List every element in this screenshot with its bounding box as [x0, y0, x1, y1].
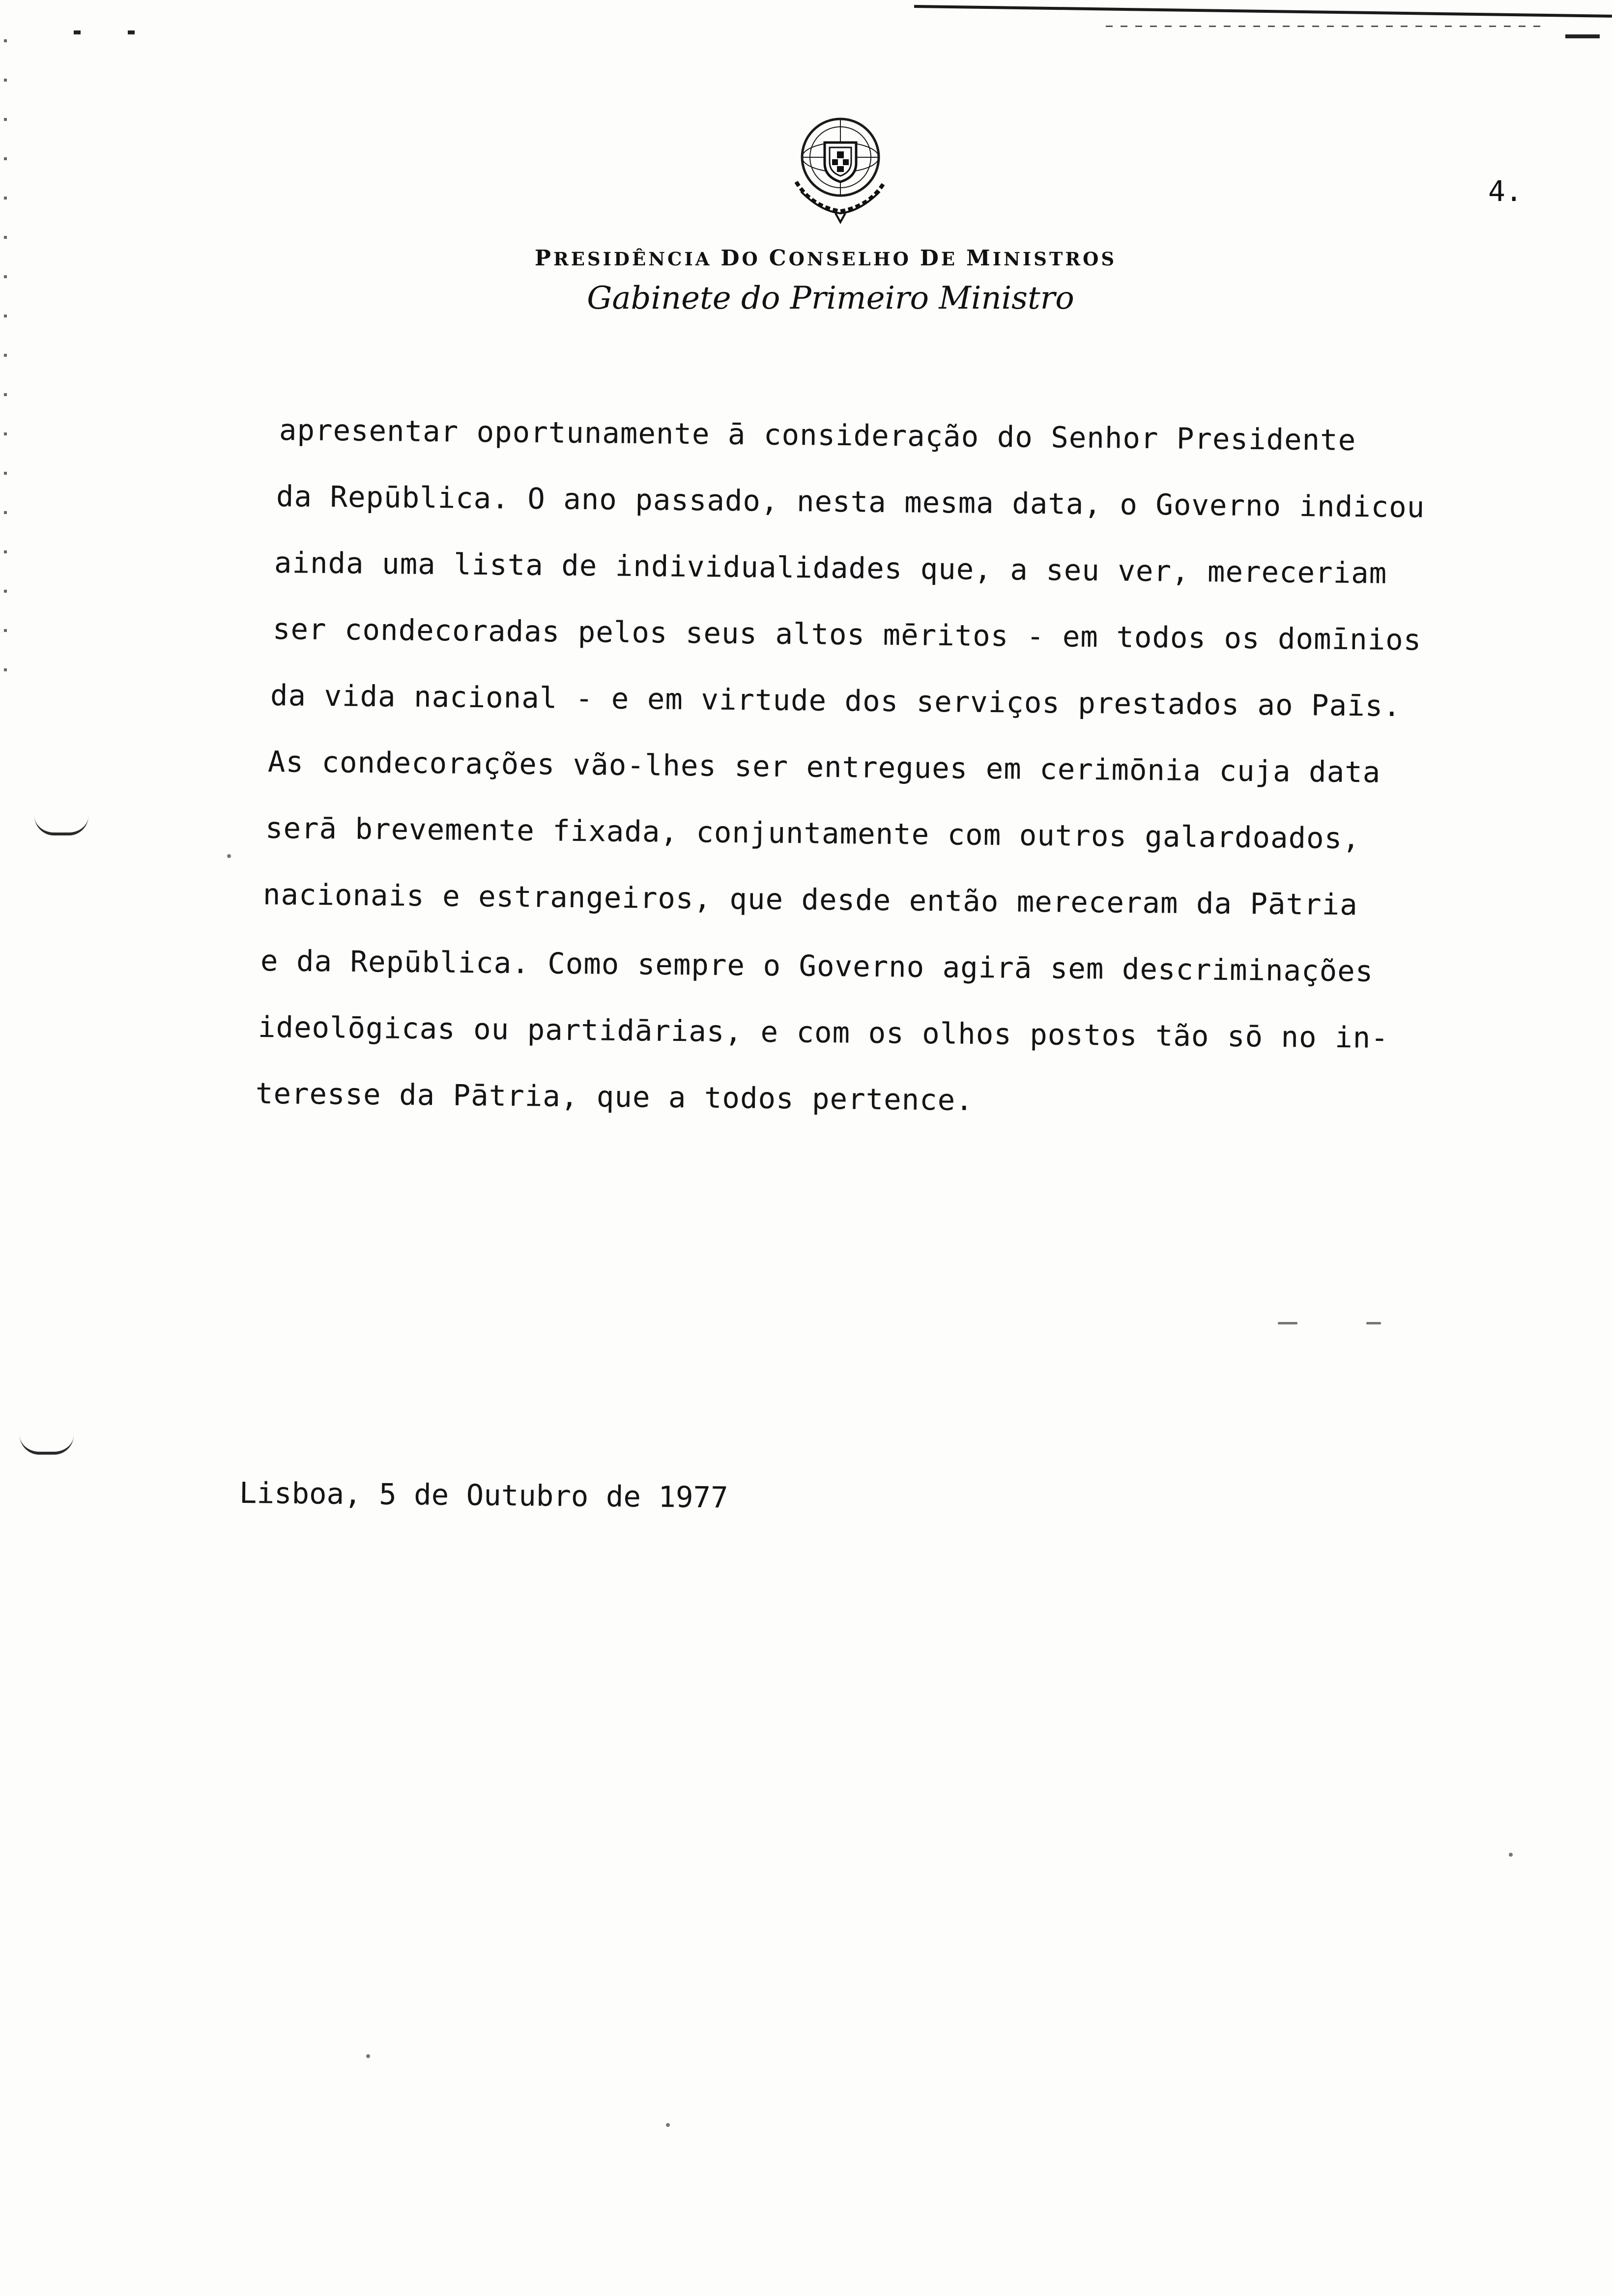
body-line: As condecorações vão-lhes ser entregues em cerimōnia cuja data [267, 745, 1381, 789]
scan-speck [1366, 1322, 1381, 1324]
body-line: da Repūblica. O ano passado, nesta mesma data, o Governo indicou [276, 479, 1425, 524]
scan-speck [1278, 1322, 1297, 1324]
organization-name: PRESIDÊNCIA DO CONSELHO DE MINISTROS [534, 246, 1117, 271]
scan-speck [1509, 1853, 1513, 1857]
body-line: serā brevemente fixada, conjuntamente com outros galardoados, [265, 811, 1361, 856]
punch-hole-shadow [20, 1435, 74, 1455]
office-name: Gabinete do Primeiro Ministro [587, 280, 1074, 316]
scan-speck [366, 2054, 370, 2058]
body-line: apresentar oportunamente ā consideração do Senhor Presidente [279, 413, 1356, 458]
body-line: da vida nacional - e em virtude dos serviços prestados ao Paīs. [270, 678, 1402, 723]
body-line: teresse da Pātria, que a todos pertence. [255, 1076, 974, 1118]
body-line: ser condecoradas pelos seus altos mēritos - em todos os domīnios [272, 612, 1422, 657]
scan-speck [666, 2123, 670, 2127]
place-and-date: Lisboa, 5 de Outubro de 1977 [239, 1476, 728, 1515]
body-line: nacionais e estrangeiros, que desde então mereceram da Pātria [262, 877, 1358, 922]
body-line: ainda uma lista de individualidades que, a seu ver, mereceriam [274, 545, 1387, 590]
page-number: 4. [1488, 174, 1523, 208]
body-line: e da Repūblica. Como sempre o Governo agirā sem descriminações [260, 944, 1374, 988]
body-line: ideolōgicas ou partidārias, e com os olhos postos tão sō no in- [258, 1010, 1389, 1055]
